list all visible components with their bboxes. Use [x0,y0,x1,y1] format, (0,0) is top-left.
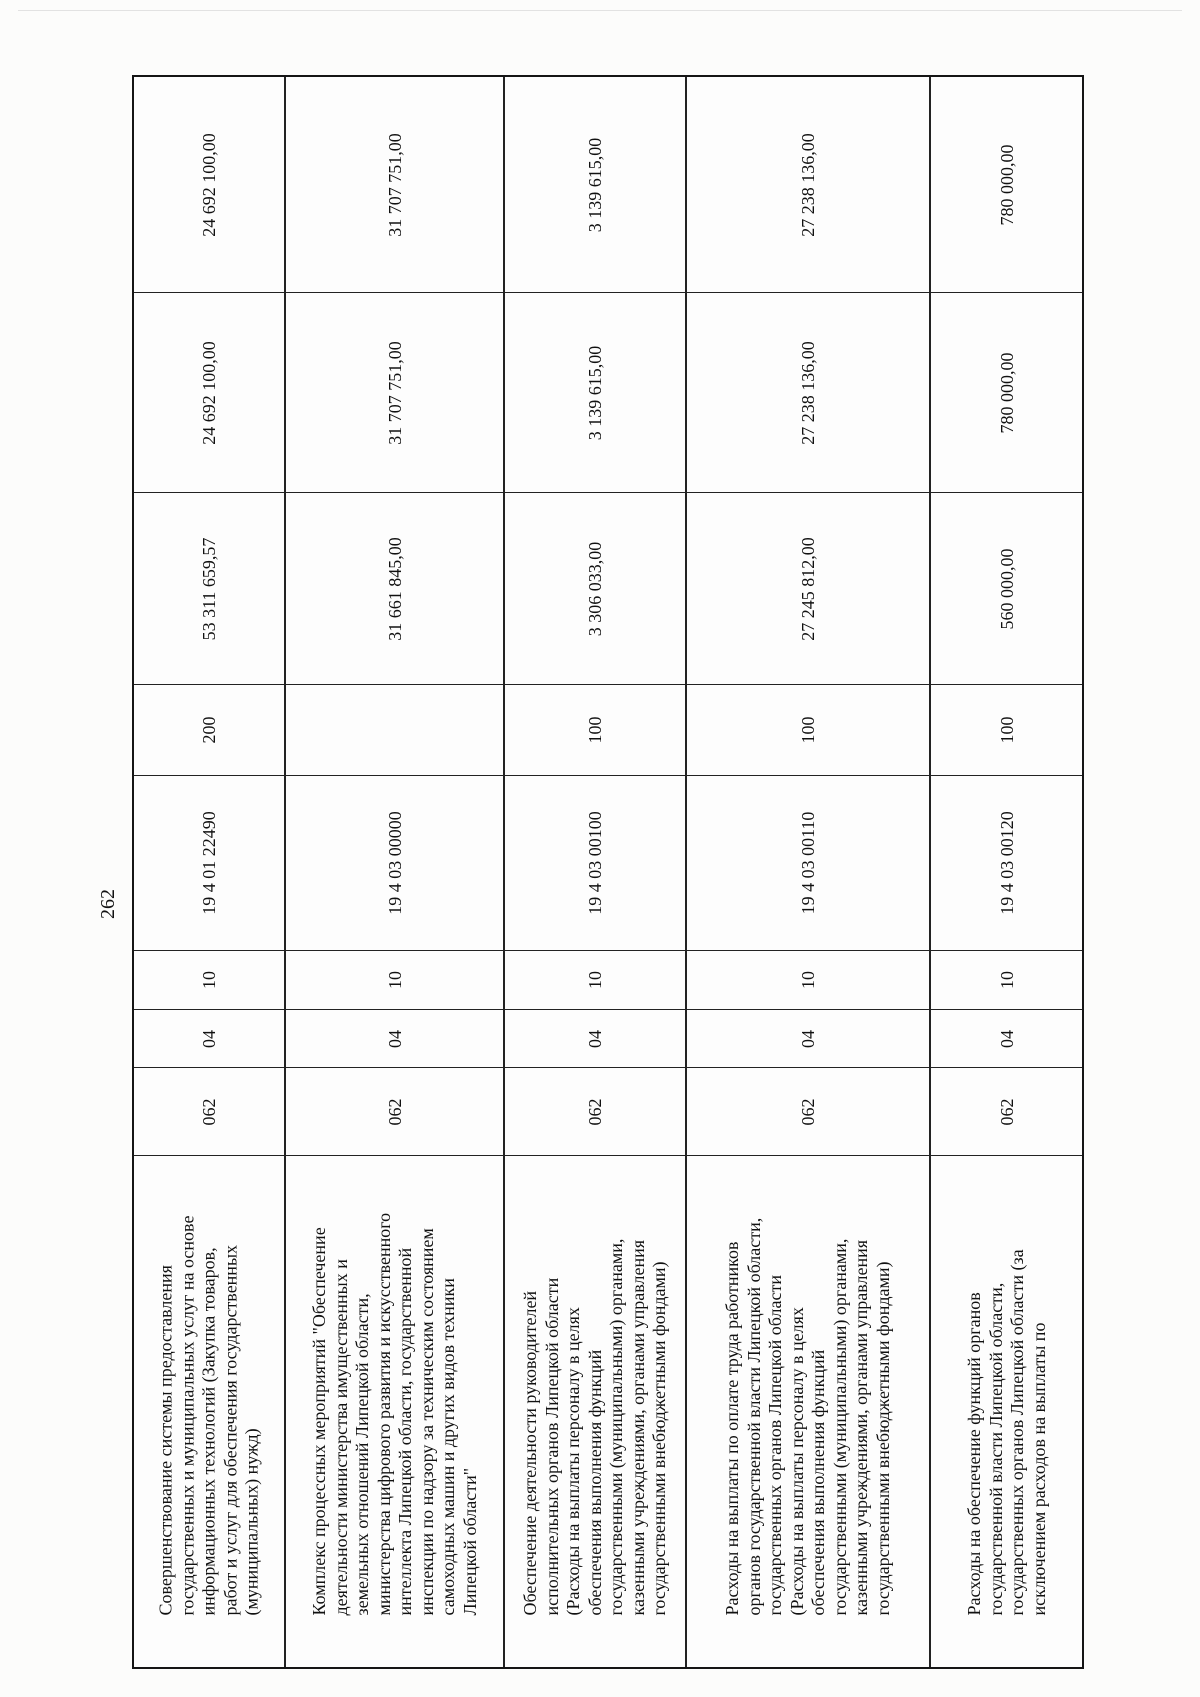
amount-2-cell: 3 139 615,00 [505,292,685,492]
section-cell: 04 [687,1009,929,1067]
target-article-cell: 19 4 03 00100 [505,775,685,950]
amount-2-cell: 31 707 751,00 [286,292,503,492]
section-cell: 04 [931,1009,1082,1067]
amount-1-cell: 27 245 812,00 [687,492,929,684]
section-cell: 04 [505,1009,685,1067]
table-row [284,77,503,1667]
section-cell: 04 [134,1009,284,1067]
expense-type-cell: 100 [931,684,1082,775]
ministry-cell: 062 [134,1067,284,1155]
table-row [929,77,1082,1667]
amount-3-cell: 3 139 615,00 [585,137,605,232]
ministry-cell: 062 [931,1067,1082,1155]
amount-2-cell: 27 238 136,00 [687,292,929,492]
amount-3-cell: 780 000,00 [996,144,1017,225]
subsection-cell: 10 [286,950,503,1009]
description-cell: Совершенствование системы предоставления государственных и муниципальных услуг на основе информационных технологий (Закупка товаров, работ и услуг для обеспечения государственных (муниципальных) нужд) [134,1155,284,1667]
amount-3-cell: 31 707 751,00 [384,132,405,237]
amount-3-cell: 24 692 100,00 [199,132,219,237]
expense-type-cell [286,684,503,775]
description-cell: Расходы на обеспечение функций органов государственной власти Липецкой области, государственных органов Липецкой области (за исключением расходов на выплаты по [931,1155,1082,1667]
budget-table [132,75,1084,1669]
target-article-cell: 19 4 01 22490 [134,775,284,950]
table-row [134,77,284,1667]
amount-1-cell: 53 311 659,57 [134,492,284,684]
description-cell: Комплекс процессных мероприятий "Обеспечение деятельности министерства имущественных и земельных отношений Липецкой области, министерства цифрового развития и искусственного интеллекта Липецкой области, государственной инспекции по надзору за техническим состоянием самоходных машин и других видов техники Липецкой области" [286,1155,503,1667]
expense-type-cell: 200 [134,684,284,775]
subsection-cell: 10 [505,950,685,1009]
description-cell: Обеспечение деятельности руководителей исполнительных органов Липецкой области (Расходы на выплаты персоналу в целях обеспечения выполнения функций государственными (муниципальными) органами, казенными учреждениями, органами управления государственными внебюджетными фондами) [505,1155,685,1667]
table-row [503,77,685,1667]
subsection-cell: 10 [134,950,284,1009]
expense-type-cell: 100 [505,684,685,775]
ministry-cell: 062 [286,1067,503,1155]
expense-type-cell: 100 [687,684,929,775]
description-cell: Расходы на выплаты по оплате труда работников органов государственной власти Липецкой области, государственных органов Липецкой области (Расходы на выплаты персоналу в целях обеспечения выполнения функций государственными (муниципальными) органами, казенными учреждениями, органами управления государственными внебюджетными фондами) [687,1155,929,1667]
amount-1-cell: 31 661 845,00 [286,492,503,684]
target-article-cell: 19 4 03 00110 [687,775,929,950]
amount-2-cell: 24 692 100,00 [134,292,284,492]
scan-edge-line [18,10,1182,11]
amount-2-cell: 780 000,00 [931,292,1082,492]
subsection-cell: 10 [687,950,929,1009]
target-article-cell: 19 4 03 00000 [286,775,503,950]
ministry-cell: 062 [687,1067,929,1155]
amount-1-cell: 3 306 033,00 [505,492,685,684]
amount-3-cell: 27 238 136,00 [798,132,818,237]
subsection-cell: 10 [931,950,1082,1009]
section-cell: 04 [286,1009,503,1067]
target-article-cell: 19 4 03 00120 [931,775,1082,950]
ministry-cell: 062 [505,1067,685,1155]
page-number: 262 [97,889,119,919]
amount-1-cell: 560 000,00 [931,492,1082,684]
table-row [685,77,929,1667]
